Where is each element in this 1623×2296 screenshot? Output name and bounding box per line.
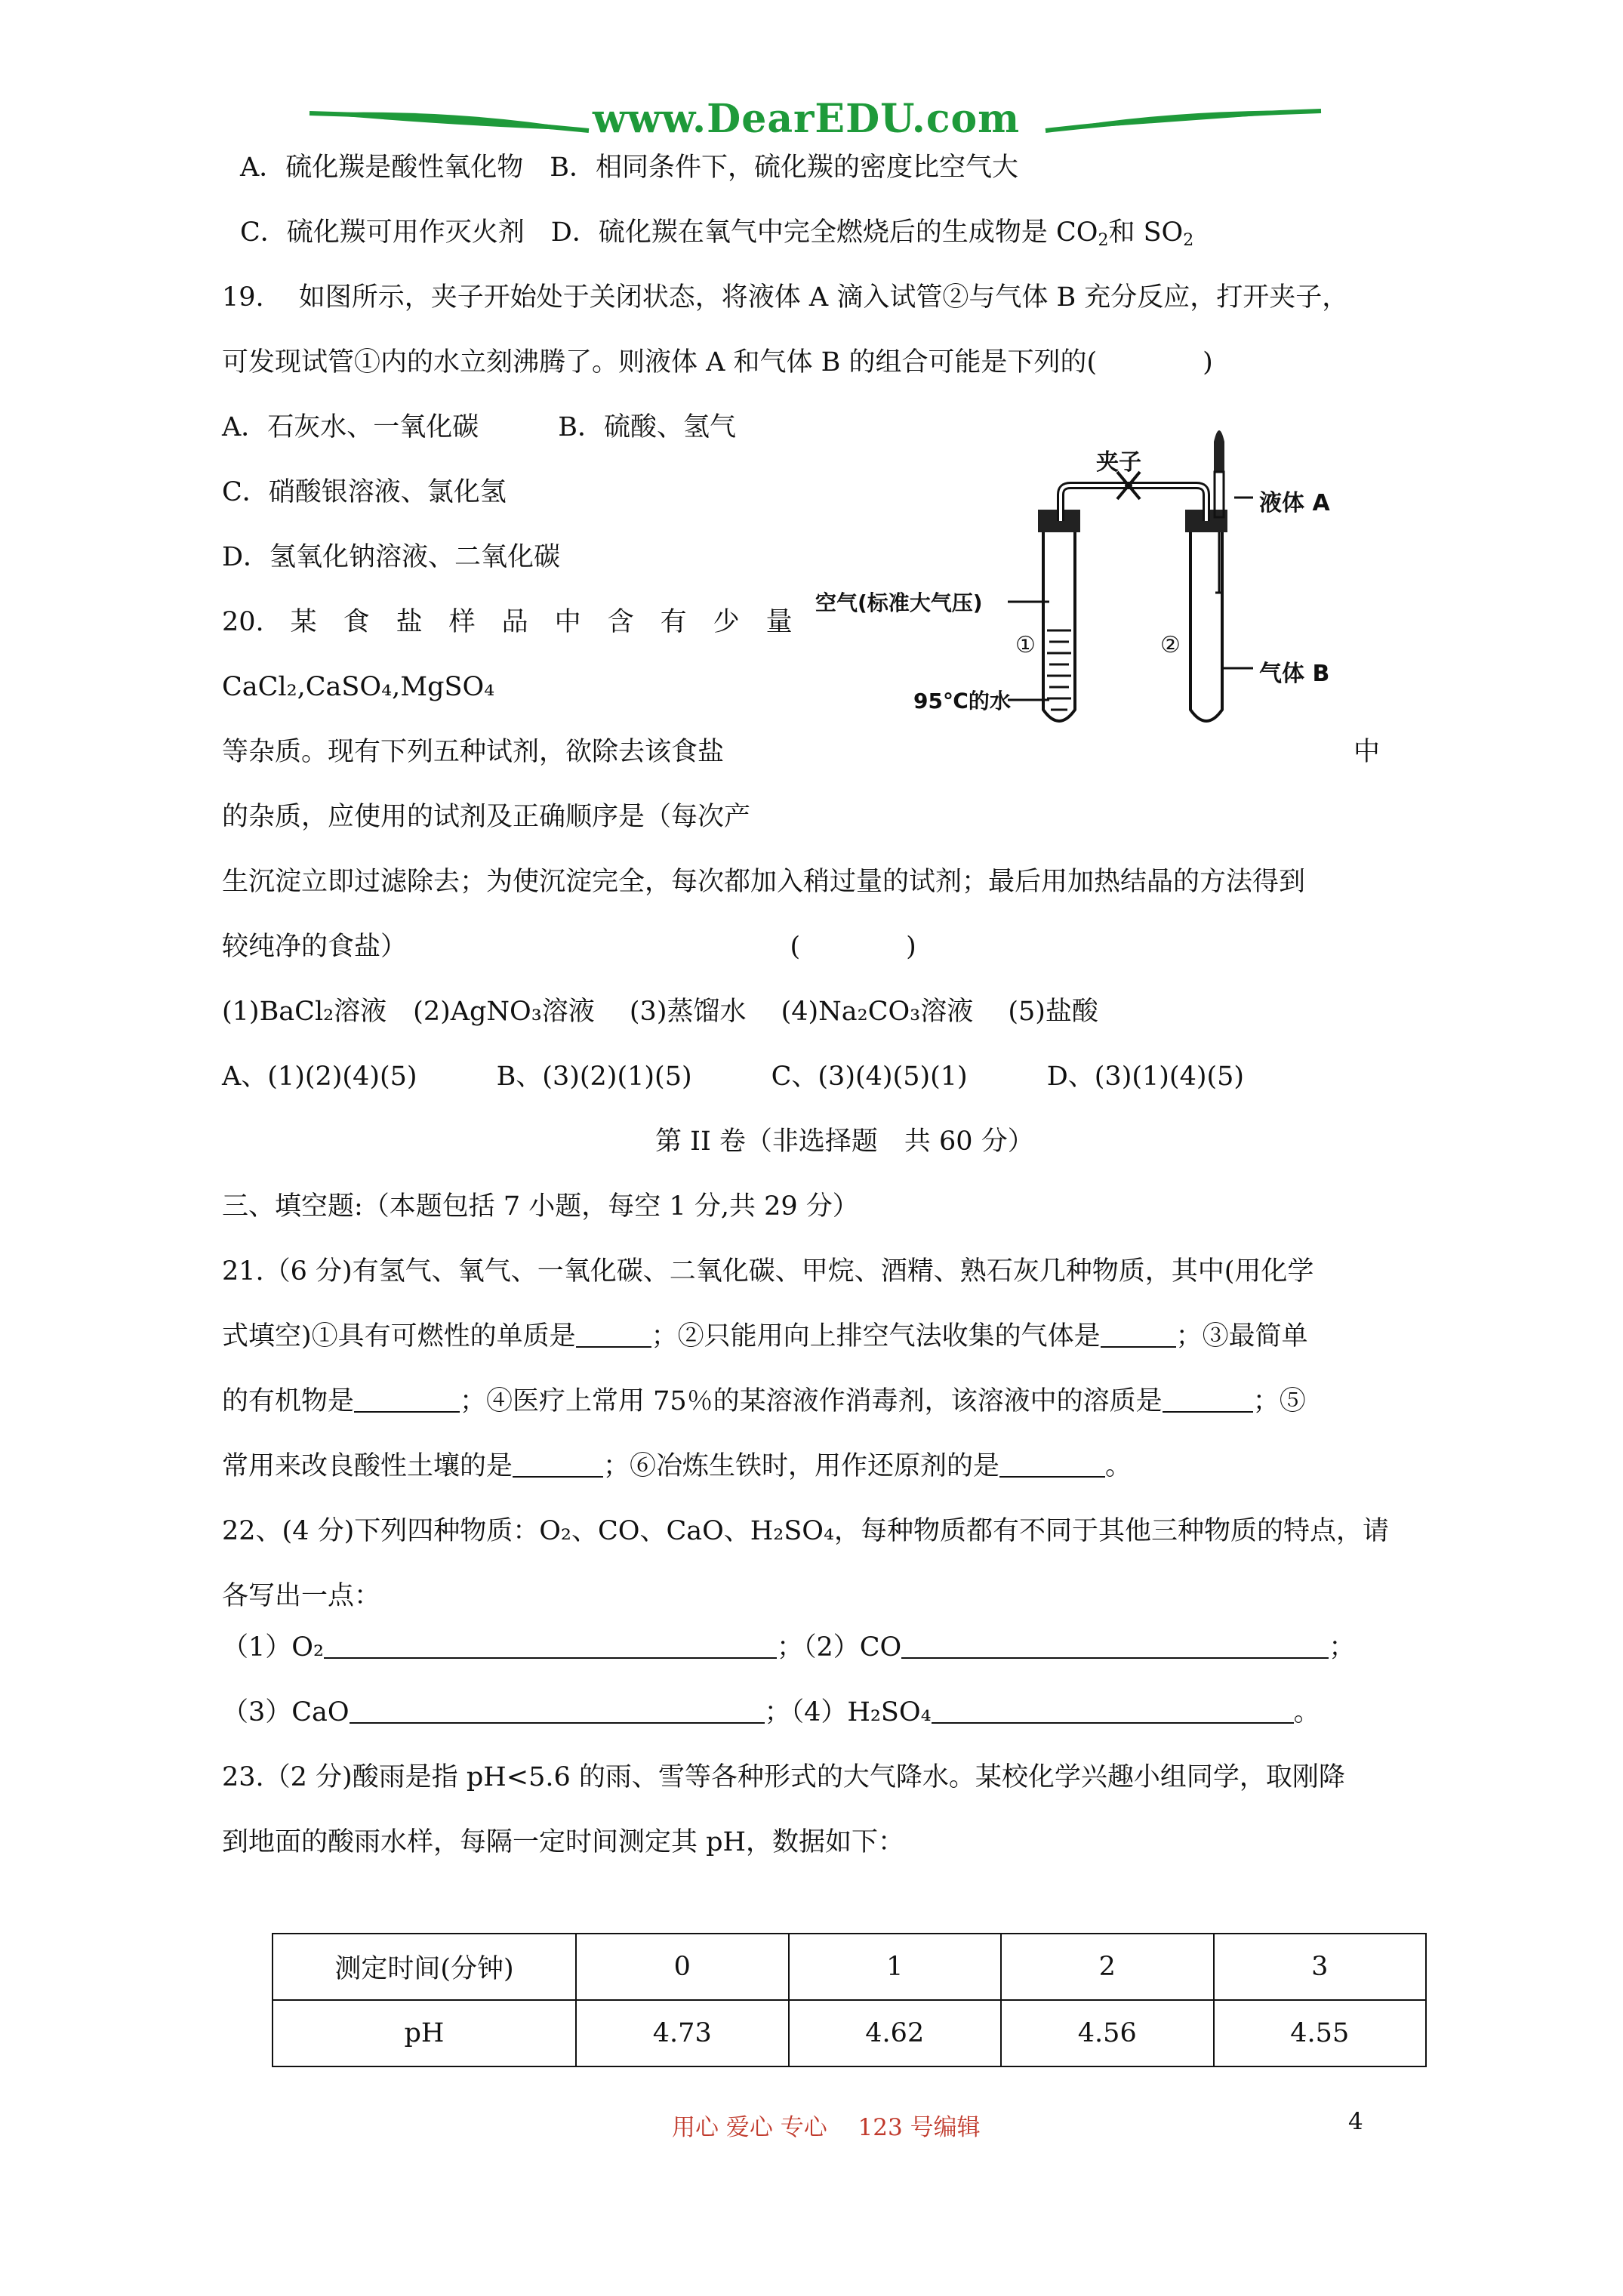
section-2-title: 第 II 卷（非选择题 共 60 分） xyxy=(655,1126,1034,1157)
q20-stem-line2: CaCl₂,CaSO₄,MgSO₄ xyxy=(222,672,495,702)
q21-stem-line3: 的有机物是 ；④医疗上常用 75％的某溶液作消毒剂，该溶液中的溶质是 ；⑤ xyxy=(222,1386,1306,1416)
table-row xyxy=(273,2000,1426,2066)
answer-blank[interactable] xyxy=(901,1635,1329,1659)
table-cell: pH xyxy=(273,2000,576,2066)
table-cell: 4.56 xyxy=(1001,2000,1214,2066)
answer-blank[interactable] xyxy=(576,1324,651,1348)
q20-stem-line4: 的杂质，应使用的试剂及正确顺序是（每次产 xyxy=(222,802,751,832)
q20-stem-line6: 较纯净的食盐） ( ) xyxy=(222,932,916,962)
q22-row1: （1）O₂ ；（2）CO ； xyxy=(222,1632,1356,1663)
q20-stem-line1: 20. 某 食 盐 样 品 中 含 有 少 量 xyxy=(222,607,793,637)
q23-stem-line1: 23.（2 分)酸雨是指 pH<5.6 的雨、雪等各种形式的大气降水。某校化学兴趣小组同学，取刚降 xyxy=(222,1762,1345,1792)
table-cell: 测定时间(分钟) xyxy=(273,1934,576,2000)
q19-option-c: C．硝酸银溶液、氯化氢 xyxy=(222,477,507,507)
q19-option-d: D．氢氧化钠溶液、二氧化碳 xyxy=(222,542,561,572)
q19-stem-line1: 19. 如图所示，夹子开始处于关闭状态，将液体 A 滴入试管②与气体 B 充分反应，打开夹子， xyxy=(222,282,1349,313)
label-hot-water: 95℃的水 xyxy=(913,689,1011,713)
q19-option-ab: A．石灰水、一氧化碳 B．硫酸、氢气 xyxy=(222,412,736,442)
q19-stem-line2: 可发现试管①内的水立刻沸腾了。则液体 A 和气体 B 的组合可能是下列的( ) xyxy=(222,347,1213,378)
label-clip: 夹子 xyxy=(1096,449,1141,476)
label-liquid-a: 液体 A xyxy=(1259,490,1330,516)
q21-stem-line4: 常用来改良酸性土壤的是 ；⑥冶炼生铁时，用作还原剂的是 。 xyxy=(222,1451,1132,1481)
q20-reagents: (1)BaCl₂溶液 (2)AgNO₃溶液 (3)蒸馏水 (4)Na₂CO₃溶液 (5)盐酸 xyxy=(222,997,1098,1027)
answer-blank[interactable] xyxy=(999,1453,1105,1478)
answer-blank[interactable] xyxy=(350,1700,765,1724)
q18-options-cd: C．硫化羰可用作灭火剂 D．硫化羰在氧气中完全燃烧后的生成物是 $CO_2$和 $SO_2$ xyxy=(240,217,1194,250)
table-cell: 3 xyxy=(1214,1934,1427,2000)
q20-stem-line3-tail: 中 xyxy=(1354,737,1381,767)
label-tube-1: ① xyxy=(1015,632,1036,658)
ph-data-table xyxy=(272,1933,1427,2067)
label-tube-2: ② xyxy=(1160,632,1181,658)
test-tube-apparatus-icon xyxy=(800,419,1344,751)
q21-stem-line2: 式填空)①具有可燃性的单质是 ；②只能用向上排空气法收集的气体是 ；③最简单 xyxy=(222,1321,1308,1351)
answer-blank[interactable] xyxy=(1163,1388,1253,1413)
label-gas-b: 气体 B xyxy=(1259,661,1330,687)
table-cell: 1 xyxy=(789,1934,1002,2000)
answer-blank[interactable] xyxy=(513,1453,603,1478)
table-row xyxy=(273,1934,1426,2000)
q20-stem-line3: 等杂质。现有下列五种试剂，欲除去该食盐 xyxy=(222,737,725,767)
table-cell: 4.62 xyxy=(789,2000,1002,2066)
label-air: 空气(标准大气压) xyxy=(815,590,983,615)
page-number: 4 xyxy=(1348,2108,1363,2135)
q18-options-ab: A．硫化羰是酸性氧化物 B．相同条件下，硫化羰的密度比空气大 xyxy=(240,153,1018,183)
answer-blank[interactable] xyxy=(1101,1324,1176,1348)
q22-row2: （3）CaO ；（4）H₂SO₄ 。 xyxy=(222,1697,1320,1727)
table-cell: 0 xyxy=(576,1934,789,2000)
part-3-heading: 三、填空题:（本题包括 7 小题，每空 1 分,共 29 分） xyxy=(222,1191,859,1222)
table-cell: 4.55 xyxy=(1214,2000,1427,2066)
table-cell: 4.73 xyxy=(576,2000,789,2066)
q22-stem-line1: 22、(4 分)下列四种物质：O₂、CO、CaO、H₂SO₄，每种物质都有不同于其他三种物质的特点，请 xyxy=(222,1516,1390,1546)
answer-blank[interactable] xyxy=(324,1635,777,1659)
footer-credit: 用心 爱心 专心 123 号编辑 xyxy=(672,2114,981,2141)
table-cell: 2 xyxy=(1001,1934,1214,2000)
answer-blank[interactable] xyxy=(932,1700,1294,1724)
answer-blank[interactable] xyxy=(354,1388,460,1413)
site-header xyxy=(302,94,1329,147)
q20-stem-line5: 生沉淀立即过滤除去；为使沉淀完全，每次都加入稍过量的试剂；最后用加热结晶的方法得到 xyxy=(222,867,1306,897)
q20-options: A、(1)(2)(4)(5) B、(3)(2)(1)(5) C、(3)(4)(5)(1) D、(3)(1)(4)(5) xyxy=(222,1062,1245,1092)
site-name: www.DearEDU.com xyxy=(593,96,1021,142)
q23-stem-line2: 到地面的酸雨水样，每隔一定时间测定其 pH，数据如下： xyxy=(222,1827,905,1857)
q21-stem-line1: 21.（6 分)有氢气、氧气、一氧化碳、二氧化碳、甲烷、酒精、熟石灰几种物质，其中(用化学 xyxy=(222,1256,1314,1287)
apparatus-figure xyxy=(800,419,1344,751)
q22-stem-line2: 各写出一点： xyxy=(222,1581,381,1611)
